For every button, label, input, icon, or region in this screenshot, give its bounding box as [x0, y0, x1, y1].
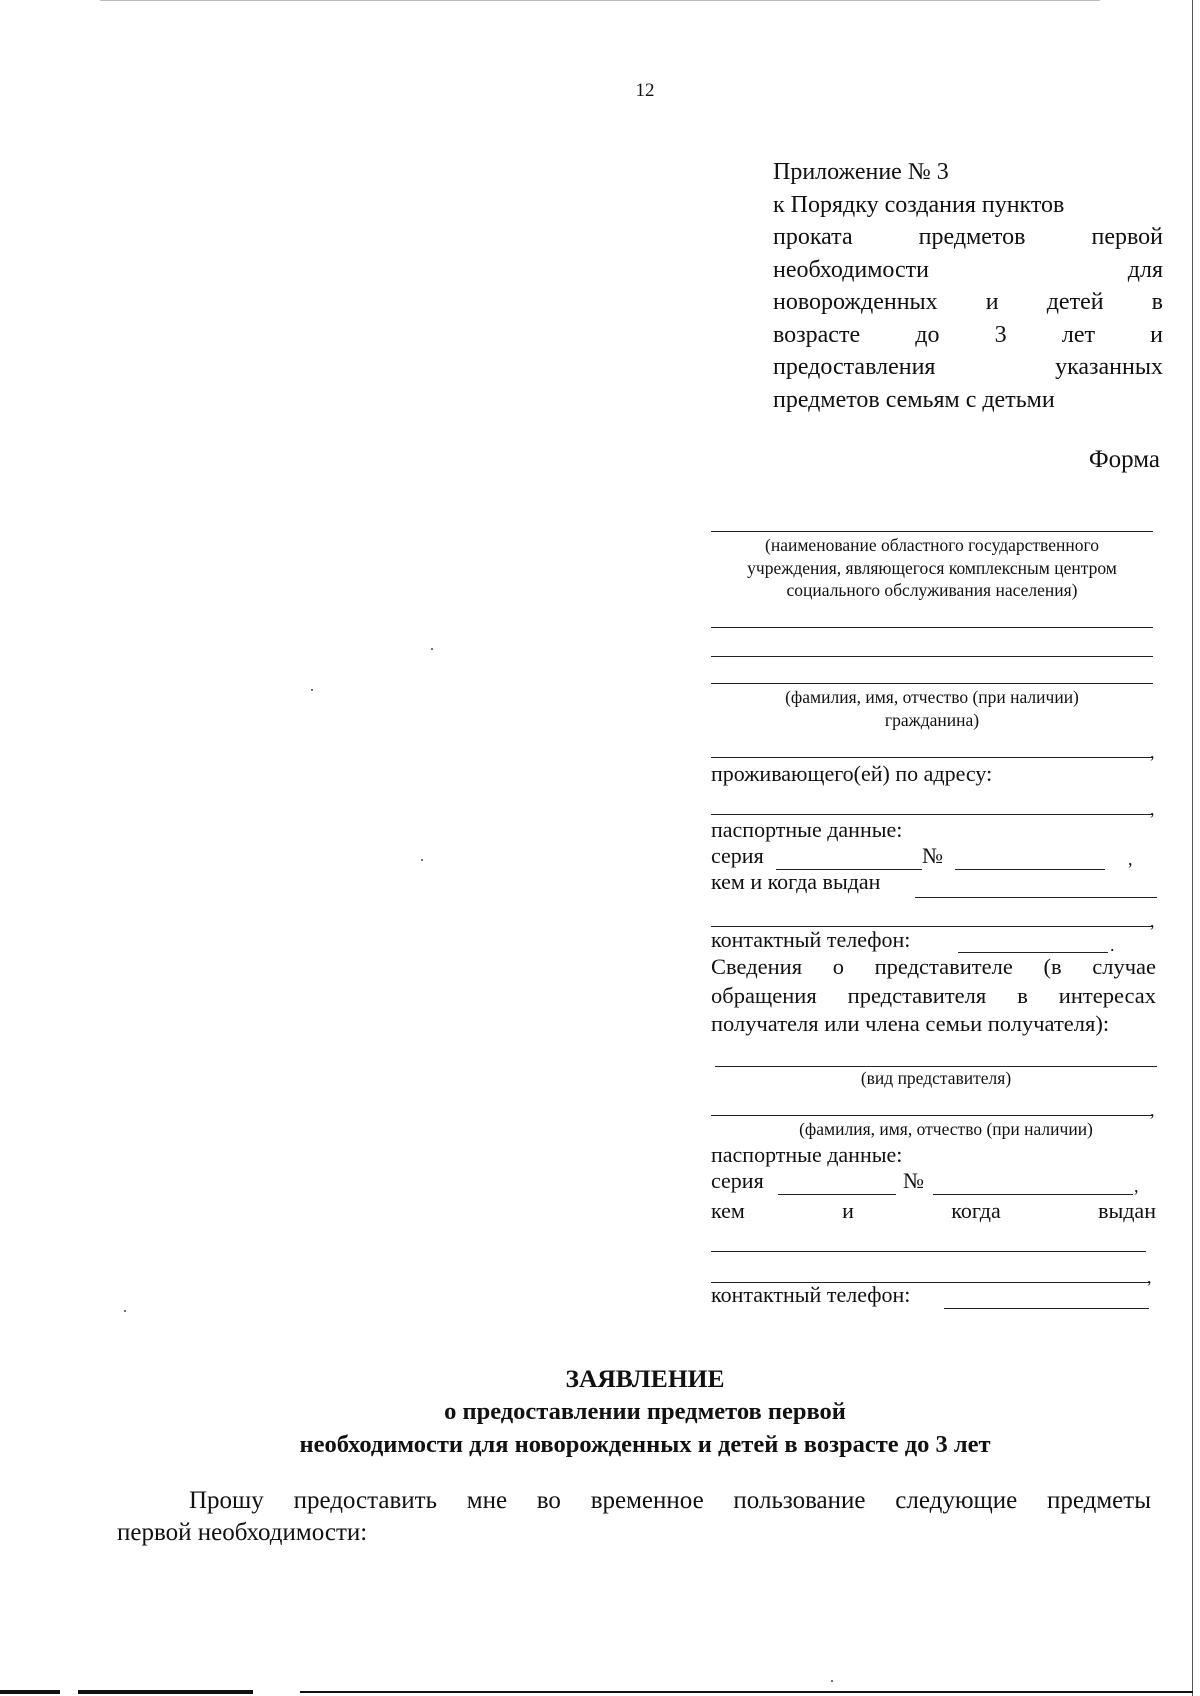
rep-type-caption: (вид представителя): [860, 1068, 1012, 1088]
rep-series-label: серия: [711, 1168, 764, 1193]
appendix-line-8: предметов семьям с детьми: [773, 386, 1055, 413]
phone-label: контактный телефон:: [711, 927, 911, 952]
address-line: [711, 814, 1153, 815]
statement-body: [117, 1485, 1151, 1549]
comma-mark: ,: [1150, 911, 1155, 931]
page-number: 12: [635, 80, 655, 101]
rep-issued-label: [711, 1198, 1156, 1224]
form-label: Форма: [1088, 446, 1160, 473]
comma-mark: ,: [1134, 1176, 1139, 1196]
scan-speck: [431, 648, 433, 650]
institution-caption-line-1: (наименование областного государственного: [765, 535, 1099, 555]
rep-issued-word-4: выдан: [1098, 1198, 1156, 1223]
statement-body-line-1: Прошу предоставить мне во временное пользование следующие предметы: [189, 1487, 1151, 1514]
citizen-line-3: [711, 683, 1153, 684]
statement-heading: [0, 1362, 1200, 1461]
appendix-line-3: проката предметов первой: [773, 224, 1163, 250]
rep-issued-line-1: [711, 1251, 1146, 1252]
statement-subtitle-line-1: о предоставлении предметов первой: [444, 1398, 846, 1425]
rep-series-line: [778, 1194, 896, 1195]
citizen-caption-line-1: (фамилия, имя, отчество (при наличии): [785, 687, 1079, 707]
institution-caption-line-3: социального обслуживания населения): [786, 580, 1078, 600]
issued-line: [915, 897, 1157, 898]
comma-mark: ,: [1150, 742, 1155, 762]
appendix-line-2: [773, 189, 1163, 222]
appendix-line-2-text: к Порядку создания пунктов: [773, 191, 1065, 218]
scan-speck: [421, 859, 423, 861]
comma-mark: ,: [1128, 849, 1133, 869]
rep-phone-label: контактный телефон:: [711, 1282, 911, 1307]
pre-address-line: [711, 757, 1153, 758]
scan-bottom-bar-mid: [78, 1690, 253, 1694]
appendix-line-1: Приложение № 3: [773, 159, 949, 185]
address-label: проживающего(ей) по адресу:: [711, 761, 993, 786]
representative-info: [711, 953, 1156, 1039]
citizen-caption: [711, 686, 1153, 731]
statement-body-line-2: первой необходимости:: [117, 1519, 368, 1546]
scan-bottom-bar-left: [0, 1690, 60, 1694]
citizen-line-2: [711, 656, 1153, 657]
issued-label: кем и когда выдан: [711, 869, 881, 894]
series-label: серия: [711, 843, 764, 868]
comma-mark: ,: [1147, 1267, 1152, 1287]
scan-speck: [311, 689, 313, 691]
institution-caption: [711, 534, 1153, 602]
period-mark: .: [1110, 935, 1115, 955]
rep-issued-word-1: кем: [711, 1198, 745, 1223]
representative-info-line-2: обращения представителя в интересах: [711, 982, 1156, 1008]
comma-mark: ,: [1150, 1100, 1155, 1120]
rep-name-line: [711, 1115, 1153, 1116]
scan-speck: [831, 1680, 833, 1682]
passport-label: паспортные данные:: [711, 817, 903, 842]
rep-issued-word-3: когда: [951, 1198, 1001, 1223]
appendix-line-5: новорожденных и детей в: [773, 289, 1163, 315]
appendix-reference: [773, 156, 1163, 416]
rep-phone-line: [944, 1308, 1149, 1309]
rep-number-label: №: [903, 1168, 924, 1193]
rep-passport-label: паспортные данные:: [711, 1142, 903, 1167]
rep-name-caption: (фамилия, имя, отчество (при наличии): [799, 1119, 1093, 1139]
representative-info-line-1: Сведения о представителе (в случае: [711, 954, 1156, 979]
rep-issued-word-2: и: [842, 1198, 854, 1223]
appendix-line-7: предоставления указанных: [773, 354, 1163, 380]
citizen-line-1: [711, 627, 1153, 628]
appendix-line-6: возрасте до 3 лет и: [773, 321, 1163, 348]
citizen-caption-line-2: гражданина): [884, 709, 980, 730]
scan-speck: [124, 1310, 126, 1312]
institution-line: [711, 531, 1153, 532]
number-line: [955, 869, 1105, 870]
statement-subtitle-line-2: необходимости для новорожденных и детей в возрасте до 3 лет: [299, 1431, 991, 1458]
appendix-line-4: необходимости для: [773, 256, 1163, 283]
institution-caption-line-2: учреждения, являющегося комплексным центром: [747, 557, 1117, 578]
statement-title: ЗАЯВЛЕНИЕ: [565, 1364, 725, 1393]
scan-bottom-bar-right: [300, 1691, 1193, 1693]
number-label: №: [922, 843, 943, 868]
rep-number-line: [933, 1194, 1133, 1195]
comma-mark: ,: [1150, 799, 1155, 819]
representative-info-line-3: получателя или члена семьи получателя):: [711, 1011, 1110, 1036]
scan-top-edge: [100, 0, 1100, 1]
